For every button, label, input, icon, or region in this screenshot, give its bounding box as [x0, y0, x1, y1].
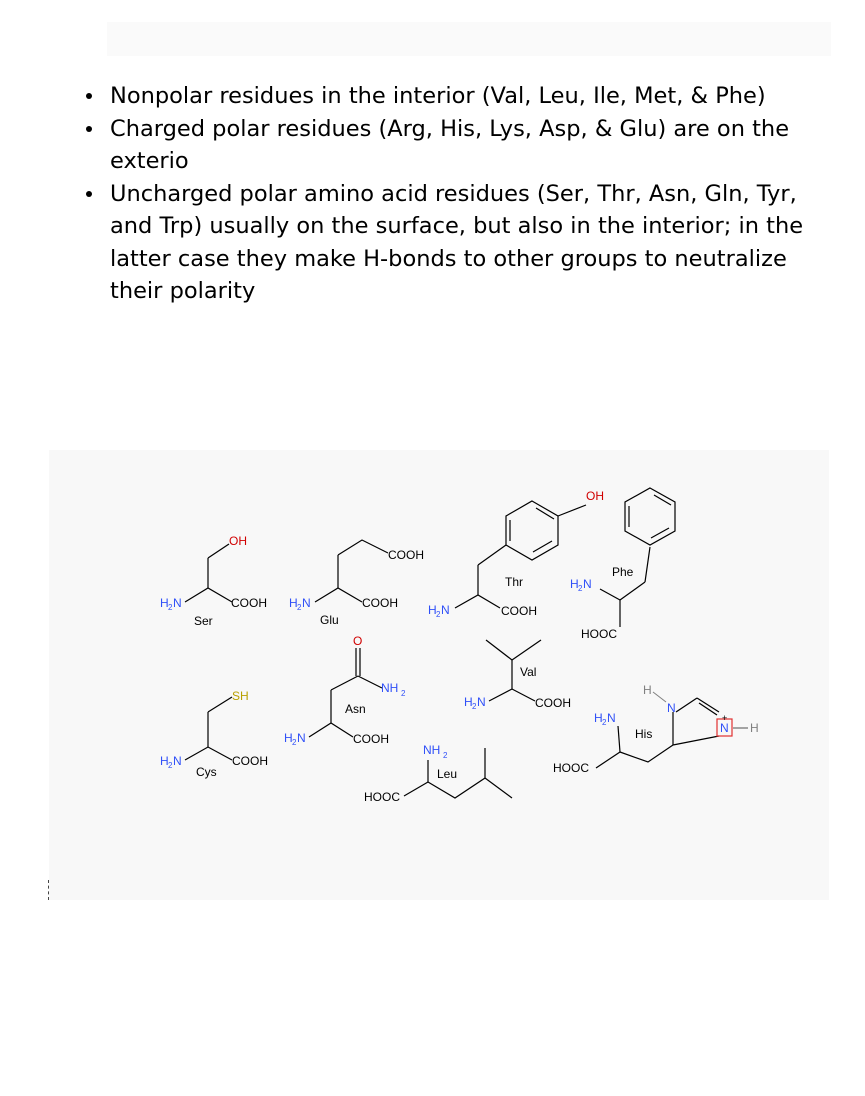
cys-amine-n: N [173, 754, 182, 768]
structure-labels [160, 489, 759, 804]
thr-amine-h: H [428, 603, 437, 617]
val-amine-n: N [477, 695, 486, 709]
phe-amine-h: H [570, 577, 579, 591]
bullet-item [70, 178, 830, 308]
thr-name: Thr [505, 575, 523, 589]
glu-amine-sub: 2 [297, 603, 302, 612]
bullet-list [70, 80, 830, 308]
his-nh-h-label: H [750, 721, 759, 735]
cys-name: Cys [196, 765, 217, 779]
asn-amine-h: H [284, 731, 293, 745]
his-n2-label: N [720, 721, 729, 735]
thr-amine-n: N [441, 603, 450, 617]
amino-acid-structures-figure [49, 450, 829, 900]
his-amine-h: H [594, 711, 603, 725]
cys-cooh-label: COOH [232, 754, 268, 768]
his-n1-label: N [667, 701, 676, 715]
bullet-text: Charged polar residues (Arg, His, Lys, Asp, & Glu) are on the exterio [110, 115, 790, 174]
asn-name: Asn [345, 702, 366, 716]
his-h-label: H [643, 683, 652, 697]
ser-name: Ser [194, 614, 213, 628]
phe-name: Phe [612, 565, 634, 579]
bullet-text: Uncharged polar amino acid residues (Ser, Thr, Asn, Gln, Tyr, and Trp) usually on the surface, but also in the interior; in the latter case they make H-bonds to other groups to neutralize their polarity [110, 180, 804, 304]
cys-sh-label: SH [232, 689, 249, 703]
leu-hooc-label: HOOC [364, 790, 400, 804]
phe-hooc-label: HOOC [581, 627, 617, 641]
glu-name: Glu [320, 613, 339, 627]
his-amine-n: N [607, 711, 616, 725]
val-name: Val [520, 665, 537, 679]
glu-cooh-label: COOH [362, 596, 398, 610]
val-cooh-label: COOH [535, 696, 571, 710]
asn-nh-label: NH [381, 681, 399, 695]
ser-amine-h: H [160, 596, 169, 610]
asn-cooh-label: COOH [353, 732, 389, 746]
thr-cooh-label: COOH [501, 604, 537, 618]
bullet-dot [86, 93, 92, 99]
his-hooc-label: HOOC [553, 761, 589, 775]
asn-amine-sub: 2 [292, 738, 297, 747]
bond-lines [185, 488, 748, 798]
glu-side-cooh-label: COOH [388, 548, 424, 562]
his-name: His [635, 727, 653, 741]
bullet-dot [86, 191, 92, 197]
val-amine-h: H [464, 695, 473, 709]
glu-amine-n: N [302, 596, 311, 610]
cys-amine-sub: 2 [168, 761, 173, 770]
asn-o-label: O [353, 634, 363, 648]
ser-amine-n: N [173, 596, 182, 610]
asn-nh-sub: 2 [401, 689, 406, 698]
cys-amine-h: H [160, 754, 169, 768]
val-amine-sub: 2 [472, 702, 477, 711]
thr-amine-sub: 2 [436, 610, 441, 619]
his-amine-sub: 2 [602, 718, 607, 727]
bullet-item [70, 80, 830, 113]
structures-svg [49, 450, 829, 900]
asn-amine-n: N [297, 731, 306, 745]
tyr-oh-label: OH [586, 489, 604, 503]
ser-amine-sub: 2 [168, 603, 173, 612]
header-strip [107, 22, 831, 56]
ser-cooh-label: COOH [231, 596, 267, 610]
leu-nh-sub: 2 [443, 751, 448, 760]
bullet-dot [86, 126, 92, 132]
glu-amine-h: H [289, 596, 298, 610]
bullet-text: Nonpolar residues in the interior (Val, Leu, Ile, Met, & Phe) [110, 83, 766, 109]
page-edge-marker [48, 880, 49, 900]
his-charge-label: + [722, 713, 728, 723]
phe-amine-n: N [583, 577, 592, 591]
phe-amine-sub: 2 [578, 584, 583, 593]
ser-oh-label: OH [229, 534, 247, 548]
leu-nh-label: NH [423, 743, 441, 757]
leu-name: Leu [437, 767, 458, 781]
bullet-item [70, 113, 830, 178]
